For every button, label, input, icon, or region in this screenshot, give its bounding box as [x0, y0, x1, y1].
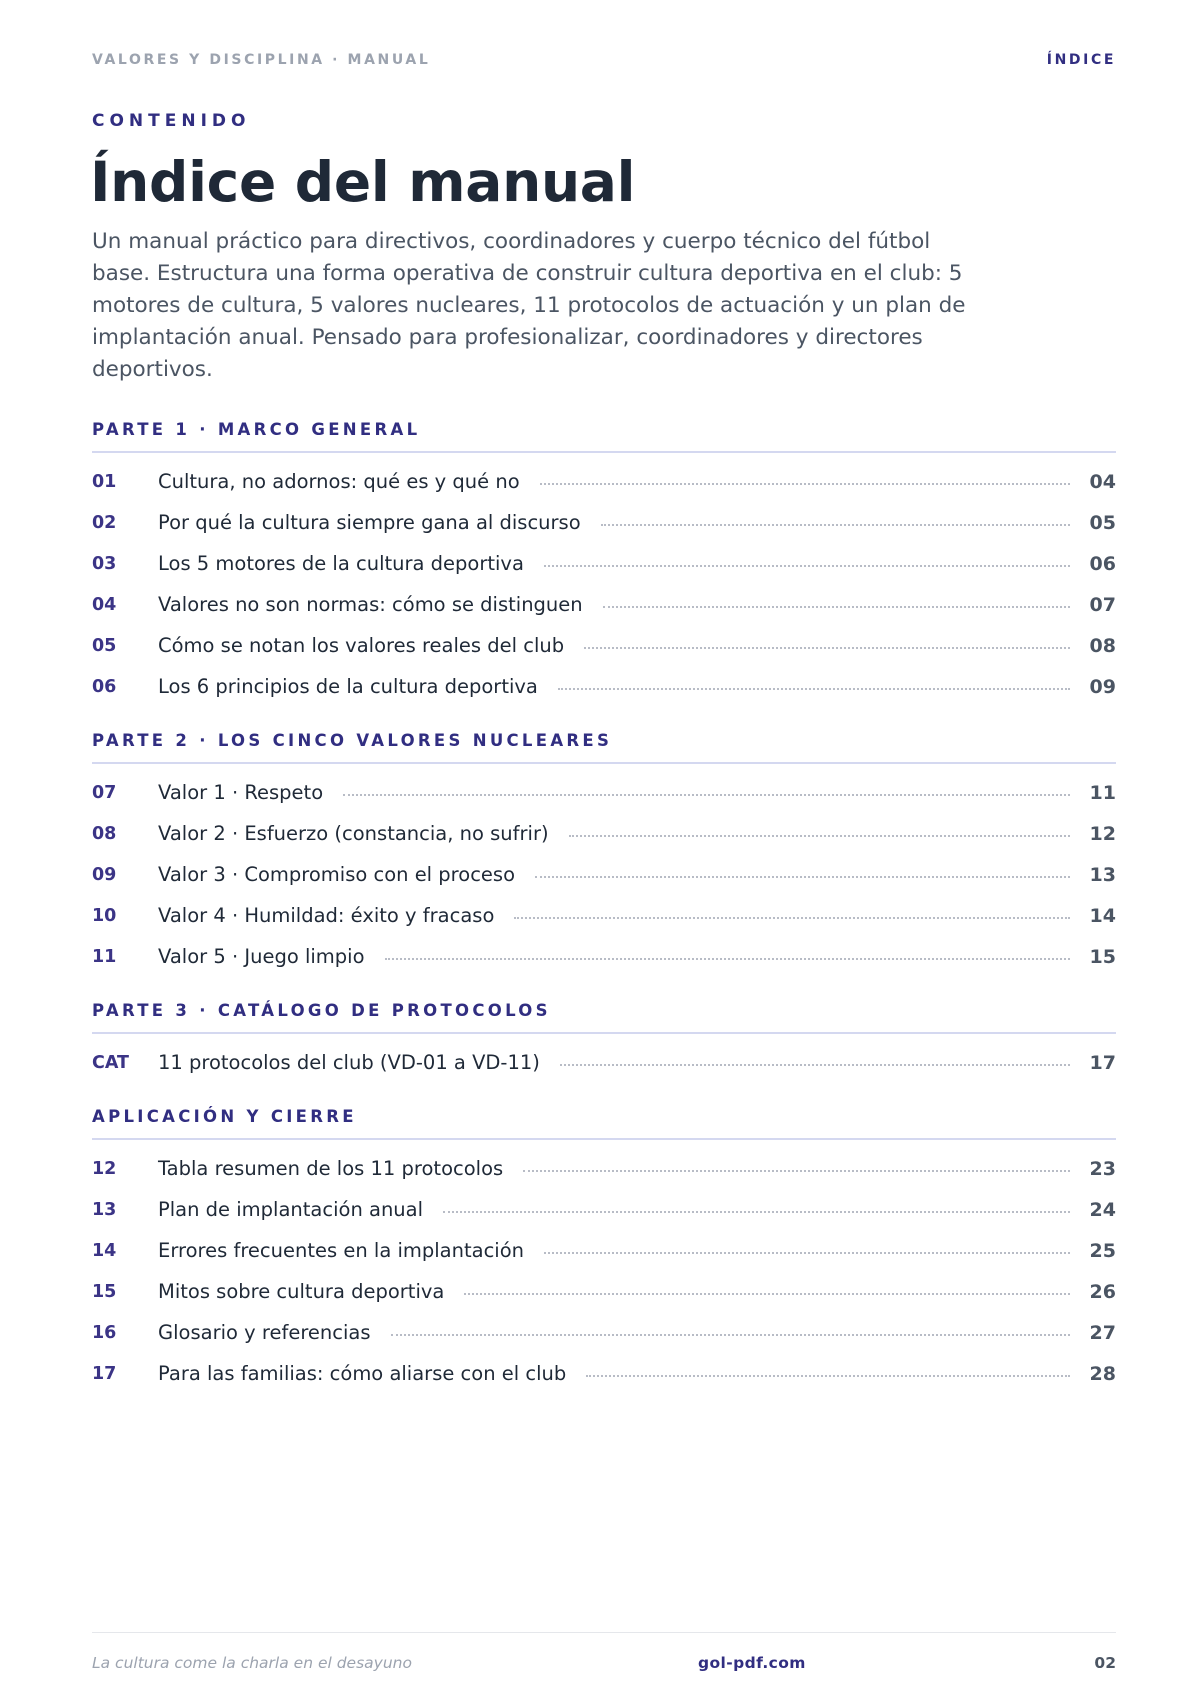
toc-section [92, 730, 1116, 977]
toc-entry-number: 17 [92, 1363, 117, 1384]
toc-dot-leader [343, 794, 1069, 796]
toc-entry-number: 01 [92, 471, 117, 492]
toc-entry-title: Glosario y referencias [158, 1321, 371, 1344]
toc-entry-title: Valor 2 · Esfuerzo (constancia, no sufrir) [158, 822, 549, 845]
intro-paragraph: Un manual práctico para directivos, coordinadores y cuerpo técnico del fútbol base. Estructura una forma operativa de construir cultura deportiva en el club: 5 motores de cultura, 5 valores nucleares, 11 protocolos de actuación y un plan de implantación anual. Pensado para profesionalizar, coordinadores y directores deportivos. [92, 229, 966, 382]
toc-entry-title: Por qué la cultura siempre gana al discurso [158, 511, 581, 534]
toc-entry-number: 02 [92, 512, 117, 533]
toc-entry-number: 12 [92, 1158, 117, 1179]
toc-entry-page-number: 04 [1089, 470, 1116, 493]
toc-dot-leader [535, 876, 1070, 878]
toc-entry-title: 11 protocolos del club (VD-01 a VD-11) [158, 1051, 540, 1074]
toc-entry[interactable] [92, 461, 1116, 502]
toc-entry-page-number: 08 [1089, 634, 1116, 657]
toc-section [92, 419, 1116, 707]
toc-entry-title: Cómo se notan los valores reales del club [158, 634, 565, 657]
toc-entry[interactable] [92, 895, 1116, 936]
toc-entry[interactable] [92, 625, 1116, 666]
toc-entry-number: CAT [92, 1052, 129, 1073]
toc-entry-title: Tabla resumen de los 11 protocolos [158, 1157, 504, 1180]
table-of-contents [92, 419, 1116, 1417]
toc-entry[interactable] [92, 854, 1116, 895]
toc-entry-title: Valor 5 · Juego limpio [158, 945, 365, 968]
toc-entry-number: 06 [92, 676, 117, 697]
toc-entry-number: 13 [92, 1199, 117, 1220]
toc-entry[interactable] [92, 584, 1116, 625]
toc-entry-page-number: 09 [1089, 675, 1116, 698]
toc-entry[interactable] [92, 1189, 1116, 1230]
toc-entry-page-number: 12 [1089, 822, 1116, 845]
toc-entry-page-number: 28 [1089, 1362, 1116, 1385]
toc-dot-leader [544, 1252, 1070, 1254]
toc-entry[interactable] [92, 772, 1116, 813]
toc-dot-leader [523, 1170, 1069, 1172]
toc-dot-leader [540, 483, 1070, 485]
toc-entry-page-number: 26 [1089, 1280, 1116, 1303]
toc-entry-number: 08 [92, 823, 117, 844]
toc-dot-leader [569, 835, 1070, 837]
toc-entry[interactable] [92, 1230, 1116, 1271]
eyebrow-label: CONTENIDO [92, 111, 251, 131]
toc-entry-title: Cultura, no adornos: qué es y qué no [158, 470, 520, 493]
page-title: Índice del manual [90, 150, 636, 214]
toc-entry-number: 10 [92, 905, 117, 926]
toc-entry-title: Errores frecuentes en la implantación [158, 1239, 525, 1262]
footer-site-link[interactable]: gol-pdf.com [698, 1654, 806, 1672]
toc-dot-leader [514, 917, 1069, 919]
toc-entry-page-number: 23 [1089, 1157, 1116, 1180]
toc-entry-page-number: 11 [1089, 781, 1116, 804]
toc-section-heading: PARTE 2 · LOS CINCO VALORES NUCLEARES [92, 730, 1116, 764]
toc-section [92, 1106, 1116, 1394]
toc-entry-page-number: 17 [1089, 1051, 1116, 1074]
toc-entry-title: Mitos sobre cultura deportiva [158, 1280, 445, 1303]
footer-page-number: 02 [1094, 1654, 1116, 1672]
toc-section-heading: PARTE 1 · MARCO GENERAL [92, 419, 1116, 453]
toc-entry-page-number: 14 [1089, 904, 1116, 927]
toc-entry-page-number: 06 [1089, 552, 1116, 575]
toc-entry[interactable] [92, 666, 1116, 707]
toc-dot-leader [560, 1064, 1070, 1066]
toc-dot-leader [603, 606, 1070, 608]
toc-entry-page-number: 07 [1089, 593, 1116, 616]
toc-entry-title: Los 5 motores de la cultura deportiva [158, 552, 524, 575]
toc-entry-page-number: 24 [1089, 1198, 1116, 1221]
page-footer [92, 1632, 1116, 1694]
toc-entry-title: Los 6 principios de la cultura deportiva [158, 675, 538, 698]
running-header [92, 52, 1116, 68]
toc-dot-leader [391, 1334, 1070, 1336]
toc-entry-title: Valor 4 · Humildad: éxito y fracaso [158, 904, 495, 927]
document-page [92, 0, 1116, 1697]
toc-entry-page-number: 13 [1089, 863, 1116, 886]
toc-entry[interactable] [92, 1042, 1116, 1083]
running-header-section-label: ÍNDICE [1046, 52, 1116, 68]
toc-entry-number: 15 [92, 1281, 117, 1302]
toc-entry-number: 11 [92, 946, 117, 967]
toc-entry-page-number: 15 [1089, 945, 1116, 968]
toc-entry-title: Valor 3 · Compromiso con el proceso [158, 863, 516, 886]
toc-entry[interactable] [92, 502, 1116, 543]
toc-entry[interactable] [92, 936, 1116, 977]
toc-entry[interactable] [92, 1353, 1116, 1394]
toc-dot-leader [586, 1375, 1069, 1377]
toc-entry[interactable] [92, 1312, 1116, 1353]
toc-entry[interactable] [92, 1271, 1116, 1312]
running-header-doc-label: VALORES Y DISCIPLINA · MANUAL [92, 52, 431, 68]
toc-entry-page-number: 27 [1089, 1321, 1116, 1344]
toc-entry[interactable] [92, 543, 1116, 584]
toc-entry[interactable] [92, 813, 1116, 854]
toc-entry-number: 14 [92, 1240, 117, 1261]
toc-entry-page-number: 25 [1089, 1239, 1116, 1262]
toc-entry-title: Para las familias: cómo aliarse con el club [158, 1362, 567, 1385]
toc-entry-page-number: 05 [1089, 511, 1116, 534]
toc-entry-number: 16 [92, 1322, 117, 1343]
toc-section-heading: APLICACIÓN Y CIERRE [92, 1106, 1116, 1140]
toc-entry-number: 09 [92, 864, 117, 885]
toc-dot-leader [584, 647, 1069, 649]
toc-entry-title: Valor 1 · Respeto [158, 781, 324, 804]
toc-entry[interactable] [92, 1148, 1116, 1189]
toc-entry-title: Valores no son normas: cómo se distinguen [158, 593, 583, 616]
toc-entry-number: 07 [92, 782, 117, 803]
toc-dot-leader [464, 1293, 1069, 1295]
toc-entry-number: 05 [92, 635, 117, 656]
toc-dot-leader [601, 524, 1070, 526]
toc-dot-leader [443, 1211, 1070, 1213]
toc-entry-number: 03 [92, 553, 117, 574]
toc-entry-number: 04 [92, 594, 117, 615]
toc-dot-leader [544, 565, 1070, 567]
toc-entry-title: Plan de implantación anual [158, 1198, 424, 1221]
toc-section [92, 1000, 1116, 1083]
toc-dot-leader [385, 958, 1070, 960]
toc-dot-leader [558, 688, 1070, 690]
footer-tagline: La cultura come la charla en el desayuno [92, 1654, 412, 1672]
toc-section-heading: PARTE 3 · CATÁLOGO DE PROTOCOLOS [92, 1000, 1116, 1034]
